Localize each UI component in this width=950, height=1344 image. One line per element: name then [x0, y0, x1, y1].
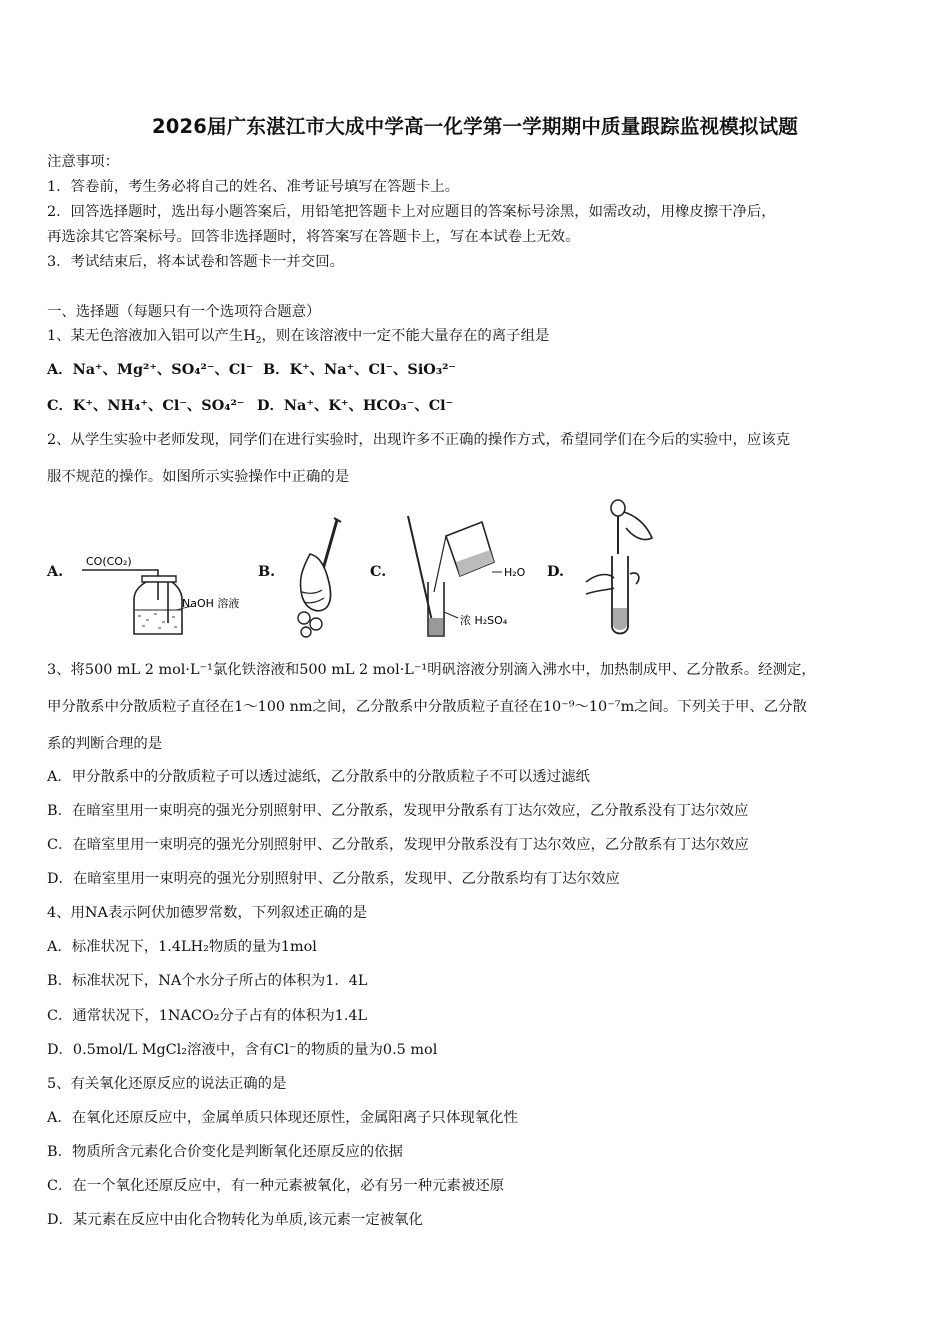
q1-stem-post: ，则在该溶液中一定不能大量存在的离子组是 — [261, 328, 550, 344]
q1-option-c-text: K⁺、NH₄⁺、Cl⁻、SO₄²⁻ — [72, 397, 245, 414]
notice-heading: 注意事项： — [47, 154, 119, 170]
cylinder-liquid — [429, 618, 443, 635]
dropper-bulb — [611, 500, 625, 516]
q5-option-d: D．某元素在反应中由化合物转化为单质,该元素一定被氧化 — [47, 1212, 423, 1228]
q4-option-a: A．标准状况下，1.4LH₂物质的量为1mol — [47, 939, 317, 955]
q2-stem-line1: 2、从学生实验中老师发现，同学们在进行实验时，出现许多不正确的操作方式，希望同学们在今后的实验中，应该克 — [47, 432, 791, 448]
q4-option-b: B．标准状况下，NA个水分子所占的体积为1．4L — [47, 973, 368, 989]
q1-option-a-label: A． — [47, 361, 73, 378]
figure-c-water-label: H₂O — [504, 566, 526, 579]
q5-stem: 5、有关氧化还原反应的说法正确的是 — [47, 1076, 287, 1092]
q1-option-a — [47, 360, 253, 380]
q1-stem-pre: 1、某无色溶液加入铝可以产生H — [47, 328, 256, 344]
section-heading: 一、选择题（每题只有一个选项符合题意） — [47, 304, 321, 320]
acid-label-line — [444, 612, 458, 618]
figure-a-gas-washing-bottle — [72, 548, 252, 640]
exam-title: 2026届广东湛江市大成中学高一化学第一学期期中质量跟踪监视模拟试题 — [151, 115, 799, 138]
inlet-tube — [82, 570, 158, 600]
figure-b-heating-test-tube — [282, 514, 362, 642]
q1-option-d — [257, 396, 453, 416]
q1-stem — [47, 326, 549, 351]
q2-option-c-label: C. — [370, 563, 387, 580]
q3-option-d: D．在暗室里用一束明亮的强光分别照射甲、乙分散系，发现甲、乙分散系均有丁达尔效应 — [47, 871, 620, 887]
q1-option-c — [47, 396, 244, 416]
q1-option-d-text: Na⁺、K⁺、HCO₃⁻、Cl⁻ — [283, 397, 454, 414]
q1-option-a-text: Na⁺、Mg²⁺、SO₄²⁻、Cl⁻ — [72, 361, 254, 378]
figure-c-dilution — [398, 512, 538, 642]
tube-liquid — [613, 608, 627, 630]
figure-a-solution-label: NaOH 溶液 — [182, 597, 240, 610]
glass-rod — [408, 516, 434, 630]
q4-stem: 4、用NA表示阿伏加德罗常数，下列叙述正确的是 — [47, 905, 367, 921]
q4-option-c: C．通常状况下，1NACO₂分子占有的体积为1.4L — [47, 1008, 368, 1024]
q5-option-a: A．在氧化还原反应中，金属单质只体现还原性，金属阳离子只体现氧化性 — [47, 1110, 518, 1126]
q3-option-a: A．甲分散系中的分散质粒子可以透过滤纸，乙分散系中的分散质粒子不可以透过滤纸 — [47, 769, 590, 785]
q2-option-b-label: B. — [258, 563, 276, 580]
q2-option-a-label: A. — [47, 563, 64, 580]
q3-option-b: B．在暗室里用一束明亮的强光分别照射甲、乙分散系，发现甲分散系有丁达尔效应，乙分散系没有丁达尔效应 — [47, 803, 749, 819]
upper-hand — [624, 512, 652, 540]
q3-stem-line3: 系的判断合理的是 — [47, 736, 163, 752]
figure-c-acid-label: 浓 H₂SO₄ — [460, 614, 508, 627]
q1-option-b-text: K⁺、Na⁺、Cl⁻、SiO₃²⁻ — [289, 361, 457, 378]
flame-blob — [301, 627, 311, 637]
notice-item: 2．回答选择题时，选出每小题答案后，用铅笔把答题卡上对应题目的答案标号涂黑，如需改动，用橡皮擦干净后， — [47, 204, 776, 220]
notice-item: 3．考试结束后，将本试卷和答题卡一并交回。 — [47, 254, 344, 270]
q3-stem-line1: 3、将500 mL 2 mol·L⁻¹氯化铁溶液和500 mL 2 mol·L⁻¹明矾溶液分别滴入沸水中，加热制成甲、乙分散系。经测定， — [47, 662, 816, 678]
q1-option-d-label: D． — [257, 397, 284, 414]
notice-item: 再选涂其它答案标号。回答非选择题时，将答案写在答题卡上，写在本试卷上无效。 — [47, 229, 580, 245]
q5-option-c: C．在一个氧化还原反应中，有一种元素被氧化，必有另一种元素被还原 — [47, 1178, 505, 1194]
notice-item: 1．答卷前，考生务必将自己的姓名、准考证号填写在答题卡上。 — [47, 179, 460, 195]
q3-option-c: C．在暗室里用一束明亮的强光分别照射甲、乙分散系，发现甲分散系没有丁达尔效应，乙分散系有丁达尔效应 — [47, 837, 749, 853]
figure-d-dropper — [584, 498, 664, 640]
flame-blob — [298, 612, 310, 624]
q2-option-d-label: D. — [547, 563, 564, 580]
q1-option-b — [263, 360, 456, 380]
q1-option-c-label: C． — [47, 397, 73, 414]
q4-option-d: D．0.5mol/L MgCl₂溶液中，含有Cl⁻的物质的量为0.5 mol — [47, 1042, 438, 1058]
q3-stem-line2: 甲分散系中分散质粒子直径在1～100 nm之间，乙分散系中分散质粒子直径在10⁻⁹～10⁻⁷m之间。下列关于甲、乙分散 — [47, 699, 807, 715]
q2-stem-line2: 服不规范的操作。如图所示实验操作中正确的是 — [47, 469, 350, 485]
q5-option-b: B．物质所含元素化合价变化是判断氧化还原反应的依据 — [47, 1144, 403, 1160]
q1-stem-sub: 2 — [255, 336, 262, 346]
flame-blob — [310, 618, 322, 630]
bottle-stopper — [142, 576, 176, 582]
liquid-dots — [138, 614, 177, 628]
q1-option-b-label: B． — [263, 361, 290, 378]
figure-a-gas-label: CO(CO₂) — [86, 555, 132, 568]
